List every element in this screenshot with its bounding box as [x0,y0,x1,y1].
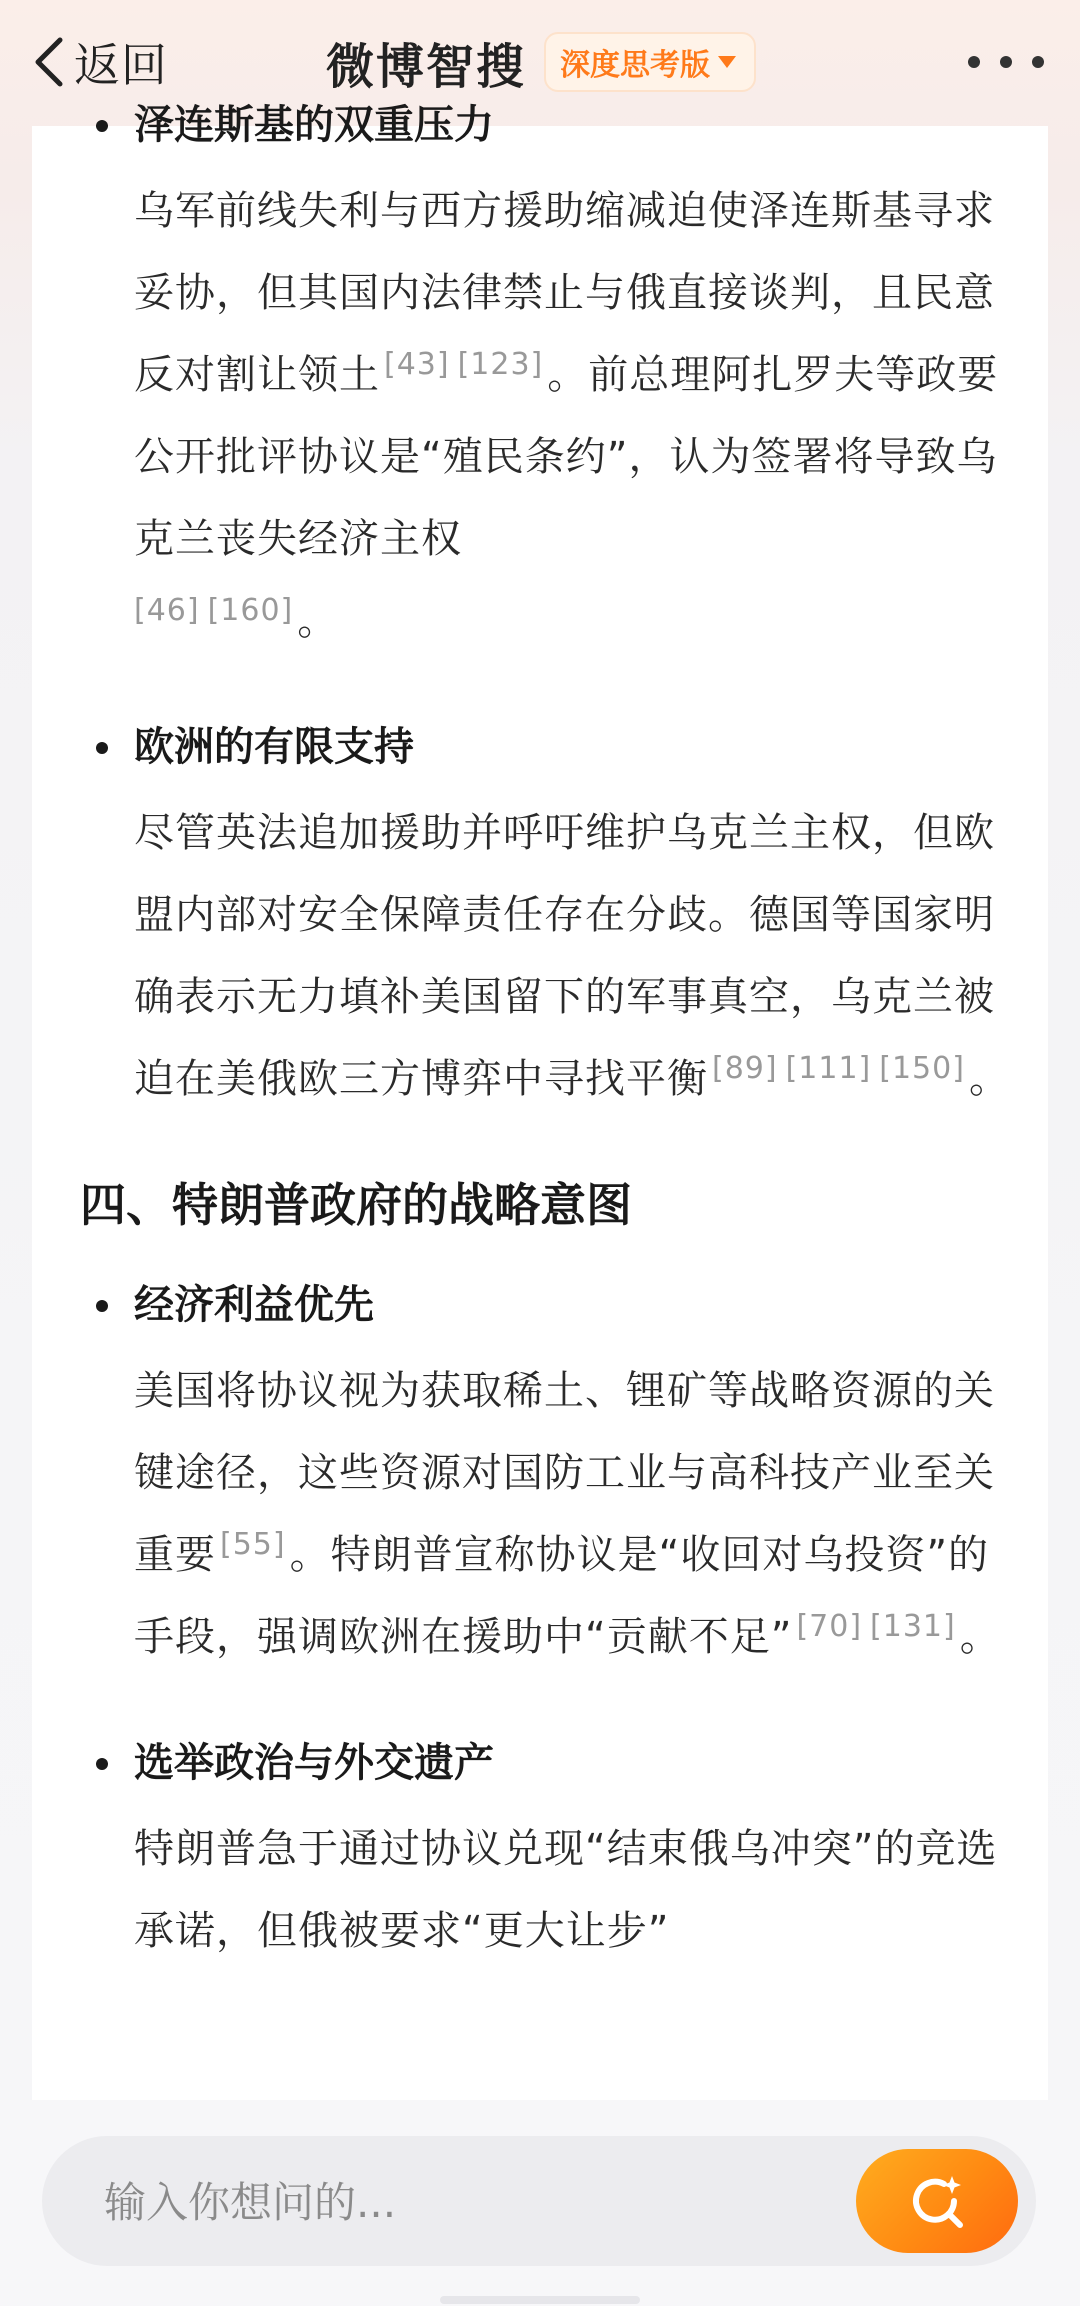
bullet-title: 泽连斯基的双重压力 [32,80,1048,170]
citation-ref[interactable]: [111] [785,1051,872,1086]
bullet-item [32,1260,1048,1678]
bullet-paragraph [32,1808,1048,1972]
home-indicator [440,2296,640,2304]
paragraph-text: 。 [968,1056,1010,1102]
citation-ref[interactable]: [70] [796,1609,863,1644]
bullet-item [32,1718,1048,1972]
caret-down-icon [716,54,738,70]
citation-ref[interactable]: [131] [870,1609,956,1644]
search-sparkle-icon [904,2168,970,2234]
mode-label: 深度思考版 [560,48,711,83]
paragraph-text: 。前总理阿扎罗夫等政要公开批评协议是“殖民条约”，认为签署将导致乌克兰丧失经济主权 [134,352,999,562]
page-title: 微博智搜 [326,38,527,95]
citation-ref[interactable]: [150] [879,1051,965,1086]
paragraph-text: 美国将协议视为获取稀土、锂矿等战略资源的关键途径，这些资源对国防工业与高科技产业至关重要 [134,1368,995,1578]
back-label: 返回 [74,38,168,92]
bullet-paragraph [32,1350,1048,1678]
question-input[interactable] [102,2136,866,2268]
dot [968,56,980,68]
bullet-title: 欧洲的有限支持 [32,702,1048,792]
paragraph-text: 。特朗普宣称协议是“收回对乌投资”的手段，强调欧洲在援助中“贡献不足” [134,1532,990,1660]
citation-ref[interactable]: [123] [457,347,544,382]
bullet-item [32,702,1048,1120]
citation-ref[interactable]: [43] [384,347,450,382]
citation-ref[interactable]: [46] [134,593,200,628]
paragraph-text: 特朗普急于通过协议兑现“结束俄乌冲突”的竞选承诺，但俄被要求“更大让步” [134,1826,998,1954]
paragraph-text: 。 [297,598,339,644]
search-submit-button[interactable] [856,2149,1018,2253]
answer-content-card [32,102,1048,2102]
section-heading: 四、特朗普政府的战略意图 [80,1178,632,1232]
bottom-input-bar [0,2100,1080,2306]
citation-ref[interactable]: [160] [207,593,294,628]
citation-ref[interactable]: [89] [712,1051,778,1086]
more-dots-icon[interactable] [968,40,1044,84]
bullet-paragraph [32,170,1048,662]
answer-scroll-area[interactable] [32,80,1048,2012]
paragraph-text: 乌军前线失利与西方援助缩减迫使泽连斯基寻求妥协，但其国内法律禁止与俄直接谈判，且民意反对割让领土 [134,188,995,398]
bullet-item [32,80,1048,662]
dot [1000,56,1012,68]
paragraph-text: 。 [959,1614,1001,1660]
dot [1032,56,1044,68]
question-box [42,2136,1036,2266]
citation-ref[interactable]: [55] [220,1527,286,1562]
bullet-title: 经济利益优先 [32,1260,1048,1350]
paragraph-text: 尽管英法追加援助并呼吁维护乌克兰主权，但欧盟内部对安全保障责任存在分歧。德国等国家明确表示无力填补美国留下的军事真空，乌克兰被迫在美俄欧三方博弈中寻找平衡 [134,810,995,1102]
bullet-paragraph [32,792,1048,1120]
bullet-title: 选举政治与外交遗产 [32,1718,1048,1808]
